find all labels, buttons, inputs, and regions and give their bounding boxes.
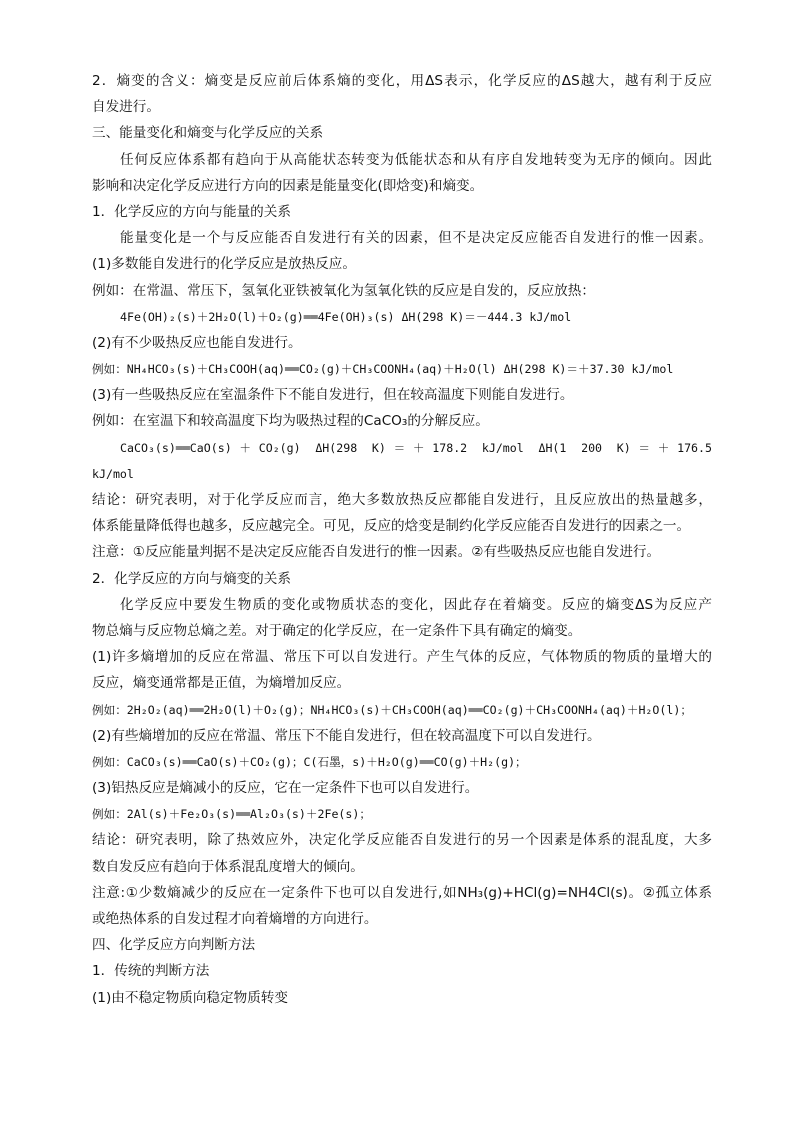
energy-example-1: 例如：在常温、常压下，氢氧化亚铁被氧化为氢氧化铁的反应是自发的，反应放热：	[92, 282, 595, 299]
entropy-change-definition-cont: 自发进行。	[92, 99, 160, 116]
energy-conclusion-cont: 体系能量降低得也越多，反应越完全。可见，反应的焓变是制约化学反应能否自发进行的因素之一。	[92, 518, 691, 535]
section-heading-4: 四、化学反应方向判断方法	[92, 937, 256, 954]
energy-point-1: (1)多数能自发进行的化学反应是放热反应。	[92, 256, 356, 273]
energy-point-3: (3)有一些吸热反应在室温条件下不能自发进行，但在较高温度下则能自发进行。	[92, 387, 574, 404]
entropy-conclusion: 结论：研究表明，除了热效应外，决定化学反应能否自发进行的另一个因素是体系的混乱度，大多	[92, 832, 712, 849]
section-heading-3: 三、能量变化和熵变与化学反应的关系	[92, 125, 324, 142]
subheading-energy: 1．化学反应的方向与能量的关系	[92, 203, 291, 220]
energy-example-3: 例如：在室温下和较高温度下均为吸热过程的CaCO₃的分解反应。	[92, 413, 489, 430]
section-3-intro: 任何反应体系都有趋向于从高能状态转变为低能状态和从有序自发地转变为无序的倾向。因此	[120, 151, 712, 168]
equation-feoh: 4Fe(OH)₂(s)＋2H₂O(l)＋O₂(g)══4Fe(OH)₃(s) ΔH(298 K)＝－444.3 kJ/mol	[120, 309, 572, 324]
equation-caco3: CaCO₃(s)══CaO(s)＋CO₂(g) ΔH(298 K)＝＋178.2 kJ/mol ΔH(1 200 K)＝＋176.5	[120, 440, 712, 455]
entropy-conclusion-cont: 数自发反应有趋向于体系混乱度增大的倾向。	[92, 858, 364, 875]
energy-paragraph: 能量变化是一个与反应能否自发进行有关的因素，但不是决定反应能否自发进行的惟一因素。	[120, 230, 712, 247]
entropy-paragraph-cont: 物总熵与反应物总熵之差。对于确定的化学反应，在一定条件下具有确定的熵变。	[92, 622, 582, 639]
equation-nh4hco3: 例如：NH₄HCO₃(s)＋CH₃COOH(aq)══CO₂(g)＋CH₃COONH₄(aq)＋H₂O(l) ΔH(298 K)＝＋37.30 kJ/mol	[92, 362, 674, 377]
subheading-entropy: 2．化学反应的方向与熵变的关系	[92, 570, 291, 587]
entropy-note-cont: 或绝热体系的自发过程才向着熵增的方向进行。	[92, 911, 378, 927]
energy-conclusion: 结论：研究表明，对于化学反应而言，绝大多数放热反应都能自发进行，且反应放出的热量越多，	[92, 492, 712, 508]
document-page	[92, 68, 712, 1011]
section-3-intro-cont: 影响和决定化学反应进行方向的因素是能量变化(即焓变)和熵变。	[92, 177, 484, 194]
energy-point-2: (2)有不少吸热反应也能自发进行。	[92, 334, 302, 351]
entropy-example-2: 例如：CaCO₃(s)══CaO(s)＋CO₂(g)；C(石墨，s)＋H₂O(g)══CO(g)＋H₂(g)；	[92, 754, 527, 769]
entropy-point-3: (3)铝热反应是熵减小的反应，它在一定条件下也可以自发进行。	[92, 780, 479, 797]
equation-caco3-unit: kJ/mol	[92, 466, 134, 481]
subheading-traditional: 1．传统的判断方法	[92, 963, 210, 980]
energy-note: 注意：①反应能量判据不是决定反应能否自发进行的惟一因素。②有些吸热反应也能自发进行。	[92, 544, 661, 561]
entropy-point-1: (1)许多熵增加的反应在常温、常压下可以自发进行。产生气体的反应，气体物质的物质的量增大的	[92, 649, 712, 666]
entropy-change-definition: 2．熵变的含义：熵变是反应前后体系熵的变化，用ΔS表示，化学反应的ΔS越大，越有利于反应	[92, 73, 712, 89]
entropy-example-1: 例如：2H₂O₂(aq)══2H₂O(l)＋O₂(g)；NH₄HCO₃(s)＋CH₃COOH(aq)══CO₂(g)＋CH₃COONH₄(aq)＋H₂O(l)；	[92, 702, 692, 717]
entropy-example-3: 例如：2Al(s)＋Fe₂O₃(s)══Al₂O₃(s)＋2Fe(s)；	[92, 807, 371, 822]
entropy-point-1-cont: 反应，熵变通常都是正值，为熵增加反应。	[92, 675, 351, 692]
traditional-point-1: (1)由不稳定物质向稳定物质转变	[92, 989, 288, 1006]
entropy-note: 注意:①少数熵减少的反应在一定条件下也可以自发进行,如NH₃(g)+HCl(g)=NH4Cl(s)。②孤立体系	[92, 884, 712, 901]
entropy-paragraph: 化学反应中要发生物质的变化或物质状态的变化，因此存在着熵变。反应的熵变ΔS为反应产	[120, 596, 712, 613]
entropy-point-2: (2)有些熵增加的反应在常温、常压下不能自发进行，但在较高温度下可以自发进行。	[92, 727, 601, 744]
